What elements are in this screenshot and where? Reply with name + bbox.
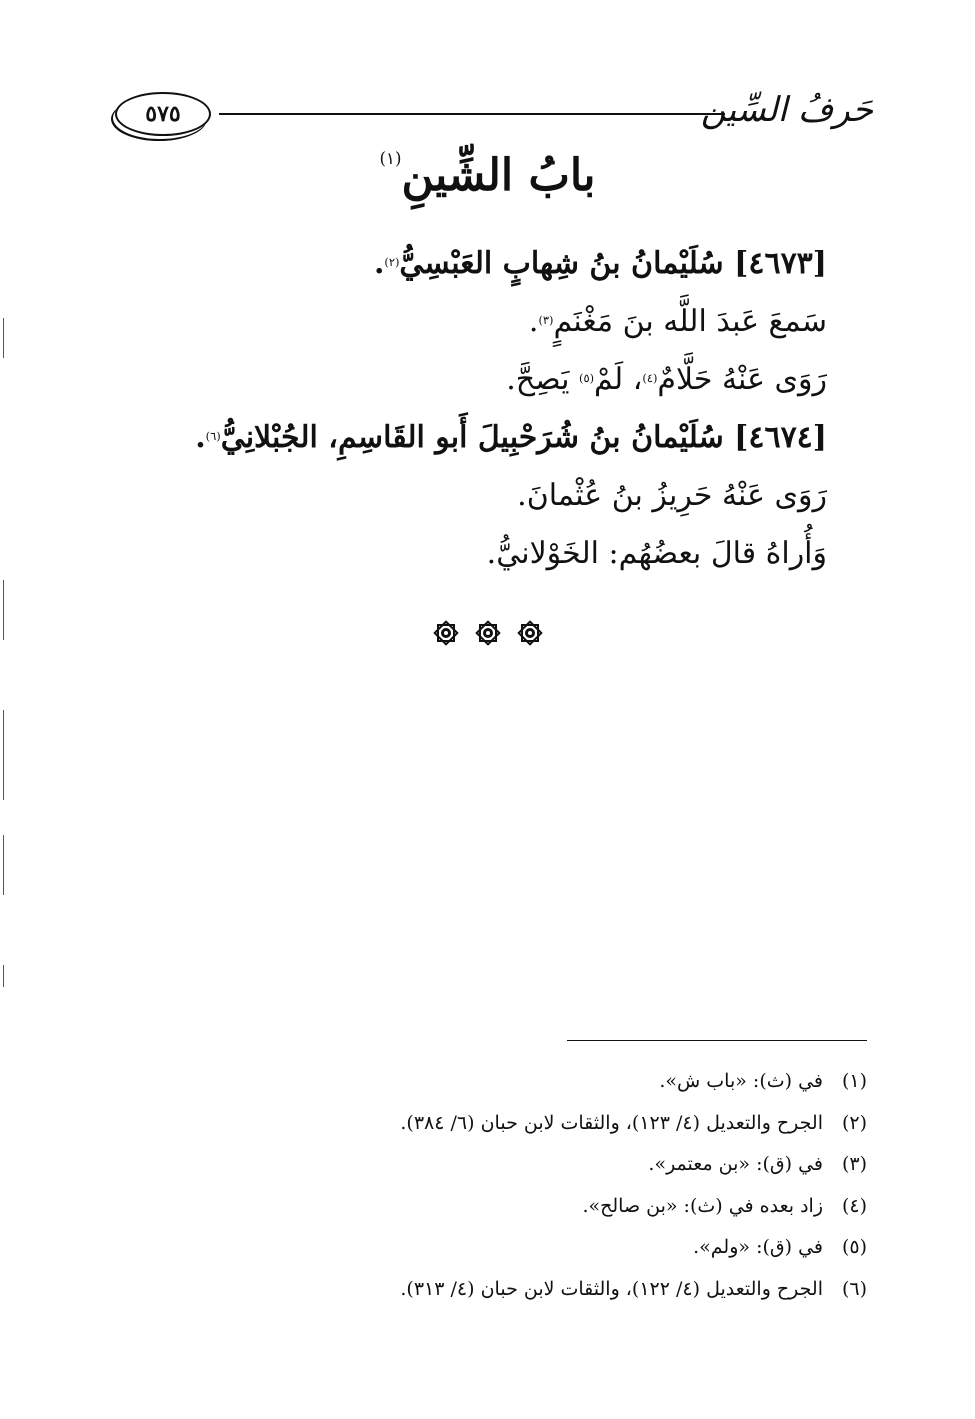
footnote-number: (٥): [841, 1236, 867, 1258]
entry-line: [127, 296, 827, 354]
entry-line: [127, 470, 827, 528]
floral-star-icon: [473, 618, 503, 648]
entry-tail: .: [373, 246, 385, 281]
footnote-text: الجرح والتعديل (٤/ ١٢٣)، والثقات لابن حبان (٦/ ٣٨٤).: [400, 1111, 823, 1134]
footnote: [107, 1187, 867, 1229]
entries-body: [127, 238, 827, 586]
page-number-badge: [115, 92, 211, 136]
entry-text: رَوَى عَنْهُ حَلَّامٌ: [657, 362, 827, 397]
scan-edge-mark: [3, 580, 4, 640]
footnote-ref: (٥): [579, 371, 595, 385]
entry-line: [127, 528, 827, 586]
entry-tail: يَصِحَّ.: [506, 362, 580, 397]
entry-line: [127, 238, 827, 296]
running-header: [115, 88, 873, 142]
section-end-ornaments: [0, 618, 975, 648]
footnote: [107, 1062, 867, 1104]
footnote-text: زاد بعده في (ث): «بن صالح».: [582, 1194, 823, 1217]
footnote: [107, 1228, 867, 1270]
floral-star-icon: [515, 618, 545, 648]
entry-text: رَوَى عَنْهُ حَرِيزُ بنُ عُثْمانَ.: [517, 478, 827, 513]
footnote-text: في (ث): «باب ش».: [659, 1070, 823, 1092]
footnote-ref: (١): [379, 148, 402, 168]
header-rule: [219, 113, 725, 115]
running-title: حَرفُ السِّين: [700, 90, 873, 130]
entry-line: [127, 412, 827, 470]
footnote-number: (٢): [841, 1111, 867, 1134]
footnote-text: في (ق): «بن معتمر».: [648, 1153, 823, 1175]
footnote-number: (٣): [841, 1153, 867, 1175]
entry-tail: ، لَمْ: [594, 362, 643, 397]
section-title: [0, 150, 975, 201]
footnote-text: في (ق): «ولم».: [693, 1236, 823, 1258]
footnote-number: (٤): [841, 1194, 867, 1217]
footnote-ref: (٤): [642, 371, 658, 385]
footnote: [107, 1104, 867, 1146]
scan-edge-mark: [3, 965, 4, 987]
section-title-text: بابُ الشِّينِ: [401, 150, 596, 201]
entry-tail: .: [195, 420, 206, 455]
entry-text: وَأُراهُ قالَ بعضُهُم: الخَوْلانيُّ.: [486, 536, 827, 571]
scan-edge-mark: [3, 835, 4, 895]
footnote-ref: (٢): [384, 255, 400, 269]
footnote-ref: (٦): [205, 429, 221, 443]
entry-tail: .: [528, 304, 539, 339]
page-number: ٥٧٥: [145, 101, 181, 127]
footnote: [107, 1270, 867, 1312]
entry-text: [٤٦٧٣] سُلَيْمانُ بنُ شِهابٍ العَبْسِيُّ: [399, 246, 827, 281]
footnote-text: الجرح والتعديل (٤/ ١٢٢)، والثقات لابن حبان (٤/ ٣١٣).: [400, 1277, 823, 1300]
footnote-ref: (٣): [538, 313, 554, 327]
scan-edge-mark: [3, 710, 4, 800]
footnote-number: (١): [841, 1070, 867, 1092]
footnote-separator: [567, 1040, 867, 1041]
footnote-number: (٦): [841, 1277, 867, 1300]
entry-line: [127, 354, 827, 412]
entry-text: سَمعَ عَبدَ اللَّه بنَ مَغْنَمٍ: [553, 304, 827, 339]
scan-edge-mark: [3, 318, 4, 358]
entry-text: [٤٦٧٤] سُلَيْمانُ بنُ شُرَحْبِيلَ أَبو القَاسِمِ، الجُبْلانِيُّ: [220, 420, 827, 455]
footnotes: [107, 1062, 867, 1311]
floral-star-icon: [431, 618, 461, 648]
footnote: [107, 1145, 867, 1187]
